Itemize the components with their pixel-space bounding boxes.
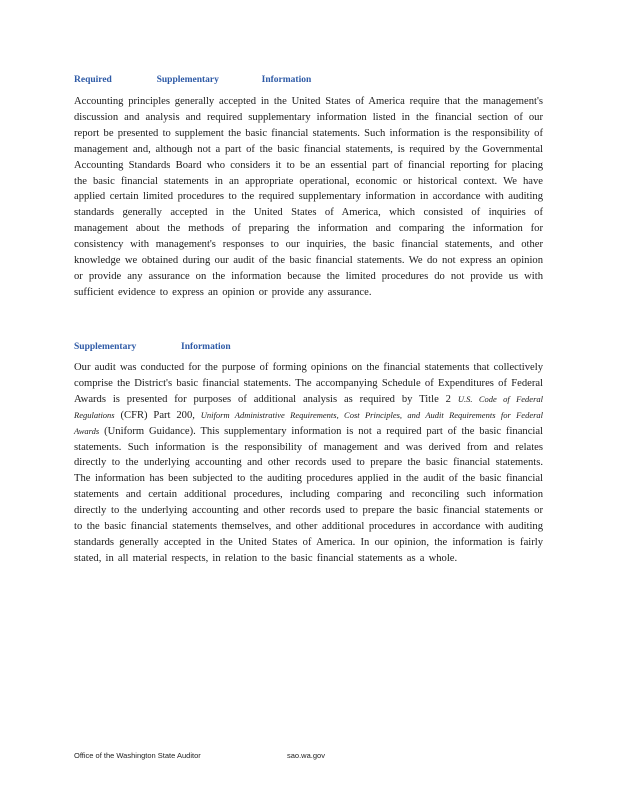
heading-word: Information	[181, 342, 231, 352]
paragraph-required-supplementary: Accounting principles generally accepted in the United States of America require that the management's discussion and analysis and required supplementary information listed in the financial section of our report be presented to supplement the basic financial statements. Such information is the responsibility of management and, although not a part of the basic financial statements, is required by the Governmental Accounting Standards Board who considers it to be an essential part of financial reporting for placing the basic financial statements in an appropriate operational, economic or historical context. We have applied certain limited procedures to the required supplementary information in accordance with auditing standards generally accepted in the United States of America, which consisted of inquiries of management about the methods of preparing the information and comparing the information for consistency with management's responses to our inquiries, the basic financial statements, and other knowledge we obtained during our audit of the basic financial statements. We do not express an opinion or provide any assurance on the information because the limited procedures do not provide us with sufficient evidence to express an opinion or provide any assurance.	[74, 96, 543, 298]
footer-website: sao.wa.gov	[287, 751, 325, 760]
section-heading-supplementary	[74, 342, 231, 352]
heading-word: Information	[261, 75, 312, 85]
heading-word: Supplementary	[156, 75, 219, 85]
uniform-guidance-title-italic: Uniform Administrative Requirements, Cost Principles, and Audit Requirements for Federal Awards	[74, 409, 544, 436]
cfr-title-italic: U.S. Code of Federal Regulations	[74, 393, 544, 420]
footer-office: Office of the Washington State Auditor	[74, 751, 201, 760]
paragraph-text: (CFR) Part 200,	[120, 409, 195, 421]
paragraph-supplementary-information	[74, 360, 543, 567]
paragraph-text: Our audit was conducted for the purpose of forming opinions on the financial statements that collectively comprise the District's basic financial statements. The accompanying Schedule of Expenditures of Federal Awards is presented for purposes of additional analysis as required by Title 2	[74, 362, 543, 405]
section-heading-required-supplementary	[74, 75, 311, 85]
heading-word: Supplementary	[74, 342, 137, 352]
paragraph-text: (Uniform Guidance). This supplementary information is not a required part of the basic financial statements. Such information is the responsibility of management and was derived from and relates directly to the underlying accounting and other records used to prepare the basic financial statements. The information has been subjected to the auditing procedures applied in the audit of the basic financial statements and certain additional procedures, including comparing and reconciling such information directly to the underlying accounting and other records used to prepare the basic financial statements or to the basic financial statements themselves, and other additional procedures in accordance with auditing standards generally accepted in the United States of America. In our opinion, the information is fairly stated, in all material respects, in relation to the basic financial statements as a whole.	[74, 425, 543, 564]
heading-word: Required	[74, 75, 112, 85]
